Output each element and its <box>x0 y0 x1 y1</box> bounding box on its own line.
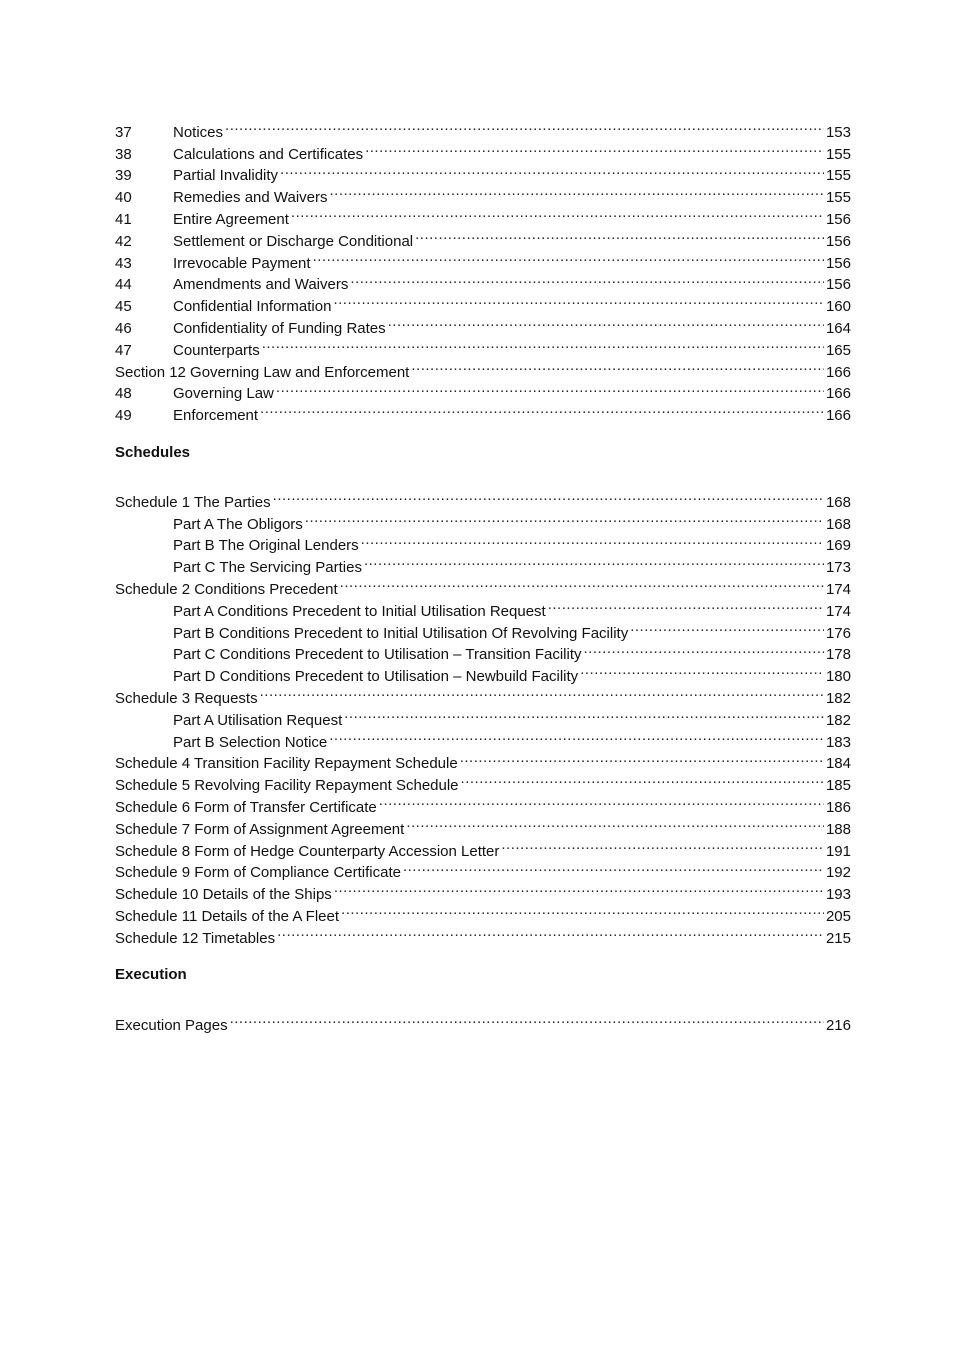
toc-entry-title: Governing Law <box>173 383 276 405</box>
toc-entry-page-number: 216 <box>825 1016 851 1034</box>
toc-entry[interactable] <box>115 289 851 316</box>
toc-entry[interactable] <box>115 246 851 272</box>
toc-entry-page-number: 183 <box>825 733 851 751</box>
toc-entry-number: 45 <box>115 298 132 316</box>
toc-entry-page-number: 184 <box>825 755 851 773</box>
toc-entry-number: 49 <box>115 407 132 425</box>
toc-entry-number: 41 <box>115 210 132 228</box>
toc-clauses-list <box>115 115 851 425</box>
toc-entry-title: Confidential Information <box>173 296 333 318</box>
toc-entry-title: Remedies and Waivers <box>173 187 330 209</box>
toc-dot-leader <box>260 681 824 703</box>
toc-entry-number: 46 <box>115 319 132 337</box>
toc-entry-page-number: 156 <box>825 232 851 250</box>
toc-entry-page-number: 156 <box>825 276 851 294</box>
toc-entry[interactable] <box>115 507 851 533</box>
toc-entry-page-number: 178 <box>825 646 851 664</box>
toc-entry-page-number: 215 <box>825 929 851 947</box>
toc-entry-title: Part A The Obligors <box>173 514 305 536</box>
toc-entry-number: 37 <box>115 123 132 141</box>
toc-entry[interactable] <box>115 268 851 294</box>
schedules-heading: Schedules <box>115 444 191 461</box>
toc-entry[interactable] <box>115 594 851 620</box>
toc-entry-number: 38 <box>115 145 132 163</box>
toc-entry-number: 47 <box>115 341 132 359</box>
toc-entry-title: Execution Pages <box>115 1015 230 1037</box>
toc-dot-leader <box>461 768 824 790</box>
toc-entry-title: Part D Conditions Precedent to Utilisation – Newbuild Facility <box>173 666 580 688</box>
toc-entry[interactable] <box>115 725 851 751</box>
toc-entry-title: Schedule 12 Timetables <box>115 928 277 950</box>
toc-dot-leader <box>340 572 824 594</box>
toc-entry-page-number: 182 <box>825 711 851 729</box>
toc-dot-leader <box>406 812 824 834</box>
toc-entry-title: Confidentiality of Funding Rates <box>173 318 388 340</box>
toc-entry-title: Entire Agreement <box>173 209 291 231</box>
toc-entry-page-number: 182 <box>825 689 851 707</box>
toc-entry-title: Part A Utilisation Request <box>173 710 344 732</box>
toc-dot-leader <box>230 1008 824 1030</box>
toc-entry-page-number: 192 <box>825 864 851 882</box>
toc-entry[interactable] <box>115 1008 851 1034</box>
toc-schedules-list <box>115 485 851 947</box>
toc-entry-title: Schedule 1 The Parties <box>115 492 273 514</box>
toc-dot-leader <box>333 289 824 311</box>
toc-entry[interactable] <box>115 137 851 163</box>
toc-dot-leader <box>260 398 824 420</box>
toc-entry[interactable] <box>115 681 851 707</box>
toc-entry-title: Partial Invalidity <box>173 165 280 187</box>
toc-dot-leader <box>630 616 824 638</box>
toc-entry-title: Amendments and Waivers <box>173 274 350 296</box>
toc-dot-leader <box>280 159 824 181</box>
toc-entry-title: Schedule 8 Form of Hedge Counterparty Accession Letter <box>115 841 501 863</box>
toc-dot-leader <box>580 659 824 681</box>
toc-entry-title: Schedule 2 Conditions Precedent <box>115 579 340 601</box>
toc-entry-number: 48 <box>115 385 132 403</box>
toc-execution-list <box>115 1008 851 1034</box>
toc-entry-page-number: 174 <box>825 602 851 620</box>
toc-entry[interactable] <box>115 398 851 425</box>
toc-entry-number: 40 <box>115 189 132 207</box>
toc-dot-leader <box>334 877 824 899</box>
toc-entry-page-number: 168 <box>825 515 851 533</box>
toc-entry[interactable] <box>115 834 851 860</box>
toc-entry[interactable] <box>115 899 851 925</box>
toc-entry-title: Part A Conditions Precedent to Initial Utilisation Request <box>173 601 548 623</box>
toc-entry-title: Part B Selection Notice <box>173 732 329 754</box>
toc-entry-title: Section 12 Governing Law and Enforcement <box>115 362 411 384</box>
toc-entry-page-number: 166 <box>825 385 851 403</box>
toc-dot-leader <box>415 224 824 246</box>
toc-entry-page-number: 153 <box>825 123 851 141</box>
toc-dot-leader <box>584 638 824 660</box>
toc-entry-page-number: 155 <box>825 145 851 163</box>
toc-entry-title: Irrevocable Payment <box>173 253 313 275</box>
toc-entry-number: 43 <box>115 254 132 272</box>
toc-entry-title: Part B Conditions Precedent to Initial Utilisation Of Revolving Facility <box>173 623 630 645</box>
toc-dot-leader <box>350 268 824 290</box>
toc-entry[interactable] <box>115 333 851 359</box>
toc-dot-leader <box>276 377 824 399</box>
toc-entry[interactable] <box>115 703 851 729</box>
toc-dot-leader <box>361 529 824 551</box>
toc-entry[interactable] <box>115 115 851 141</box>
toc-entry[interactable] <box>115 616 851 642</box>
toc-entry-page-number: 176 <box>825 624 851 642</box>
toc-dot-leader <box>225 115 824 137</box>
toc-dot-leader <box>262 333 824 355</box>
toc-entry[interactable] <box>115 485 851 511</box>
toc-entry-page-number: 165 <box>825 341 851 359</box>
toc-entry-page-number: 155 <box>825 167 851 185</box>
toc-dot-leader <box>365 137 824 159</box>
toc-entry[interactable] <box>115 790 851 816</box>
toc-entry-page-number: 193 <box>825 886 851 904</box>
toc-entry[interactable] <box>115 377 851 403</box>
toc-dot-leader <box>388 311 824 333</box>
toc-entry-title: Part C Conditions Precedent to Utilisation – Transition Facility <box>173 644 584 666</box>
toc-entry[interactable] <box>115 659 851 686</box>
toc-dot-leader <box>364 550 824 572</box>
toc-dot-leader <box>501 834 824 856</box>
toc-entry-page-number: 166 <box>825 407 851 425</box>
toc-entry-title: Schedule 3 Requests <box>115 688 260 710</box>
toc-entry-page-number: 186 <box>825 798 851 816</box>
toc-entry[interactable] <box>115 355 851 381</box>
toc-entry-page-number: 180 <box>825 668 851 686</box>
toc-entry[interactable] <box>115 529 851 555</box>
toc-entry-page-number: 160 <box>825 298 851 316</box>
toc-entry-title: Schedule 5 Revolving Facility Repayment Schedule <box>115 775 461 797</box>
toc-entry-page-number: 173 <box>825 559 851 577</box>
toc-dot-leader <box>341 899 824 921</box>
toc-entry-page-number: 166 <box>825 363 851 381</box>
toc-entry-page-number: 185 <box>825 777 851 795</box>
toc-entry-title: Enforcement <box>173 405 260 427</box>
toc-dot-leader <box>291 202 824 224</box>
toc-entry-title: Part B The Original Lenders <box>173 535 361 557</box>
toc-dot-leader <box>548 594 824 616</box>
toc-dot-leader <box>411 355 824 377</box>
toc-entry-page-number: 168 <box>825 493 851 511</box>
toc-entry[interactable] <box>115 180 851 207</box>
toc-entry[interactable] <box>115 638 851 664</box>
toc-dot-leader <box>329 725 824 747</box>
toc-entry-title: Notices <box>173 122 225 144</box>
toc-entry-title: Schedule 7 Form of Assignment Agreement <box>115 819 406 841</box>
toc-entry[interactable] <box>115 550 851 577</box>
toc-entry[interactable] <box>115 856 851 882</box>
toc-entry[interactable] <box>115 812 851 838</box>
execution-heading: Execution <box>115 966 187 983</box>
toc-dot-leader <box>460 747 824 769</box>
toc-entry-number: 42 <box>115 232 132 250</box>
toc-entry[interactable] <box>115 311 851 337</box>
toc-entry-title: Counterparts <box>173 340 262 362</box>
toc-entry-page-number: 191 <box>825 842 851 860</box>
toc-entry[interactable] <box>115 877 851 904</box>
toc-entry-page-number: 205 <box>825 907 851 925</box>
toc-entry-number: 39 <box>115 167 132 185</box>
toc-entry-title: Part C The Servicing Parties <box>173 557 364 579</box>
toc-entry-page-number: 164 <box>825 319 851 337</box>
toc-entry-title: Settlement or Discharge Conditional <box>173 231 415 253</box>
toc-entry-page-number: 156 <box>825 210 851 228</box>
toc-entry[interactable] <box>115 202 851 228</box>
toc-entry-page-number: 174 <box>825 580 851 598</box>
toc-entry[interactable] <box>115 921 851 947</box>
toc-entry-page-number: 156 <box>825 254 851 272</box>
toc-entry[interactable] <box>115 747 851 773</box>
toc-dot-leader <box>379 790 824 812</box>
toc-entry-page-number: 188 <box>825 820 851 838</box>
toc-entry[interactable] <box>115 768 851 795</box>
toc-dot-leader <box>277 921 824 943</box>
toc-dot-leader <box>313 246 824 268</box>
toc-dot-leader <box>344 703 824 725</box>
toc-dot-leader <box>330 180 824 202</box>
toc-entry[interactable] <box>115 572 851 598</box>
toc-entry[interactable] <box>115 159 851 185</box>
toc-entry-title: Schedule 4 Transition Facility Repayment Schedule <box>115 753 460 775</box>
toc-dot-leader <box>403 856 824 878</box>
toc-entry-title: Schedule 9 Form of Compliance Certificate <box>115 862 403 884</box>
toc-entry-number: 44 <box>115 276 132 294</box>
toc-entry-title: Schedule 6 Form of Transfer Certificate <box>115 797 379 819</box>
toc-dot-leader <box>273 485 824 507</box>
toc-entry-title: Schedule 11 Details of the A Fleet <box>115 906 341 928</box>
toc-entry-title: Schedule 10 Details of the Ships <box>115 884 334 906</box>
toc-entry-title: Calculations and Certificates <box>173 144 365 166</box>
toc-entry[interactable] <box>115 224 851 250</box>
toc-dot-leader <box>305 507 824 529</box>
toc-entry-page-number: 155 <box>825 189 851 207</box>
toc-entry-page-number: 169 <box>825 537 851 555</box>
